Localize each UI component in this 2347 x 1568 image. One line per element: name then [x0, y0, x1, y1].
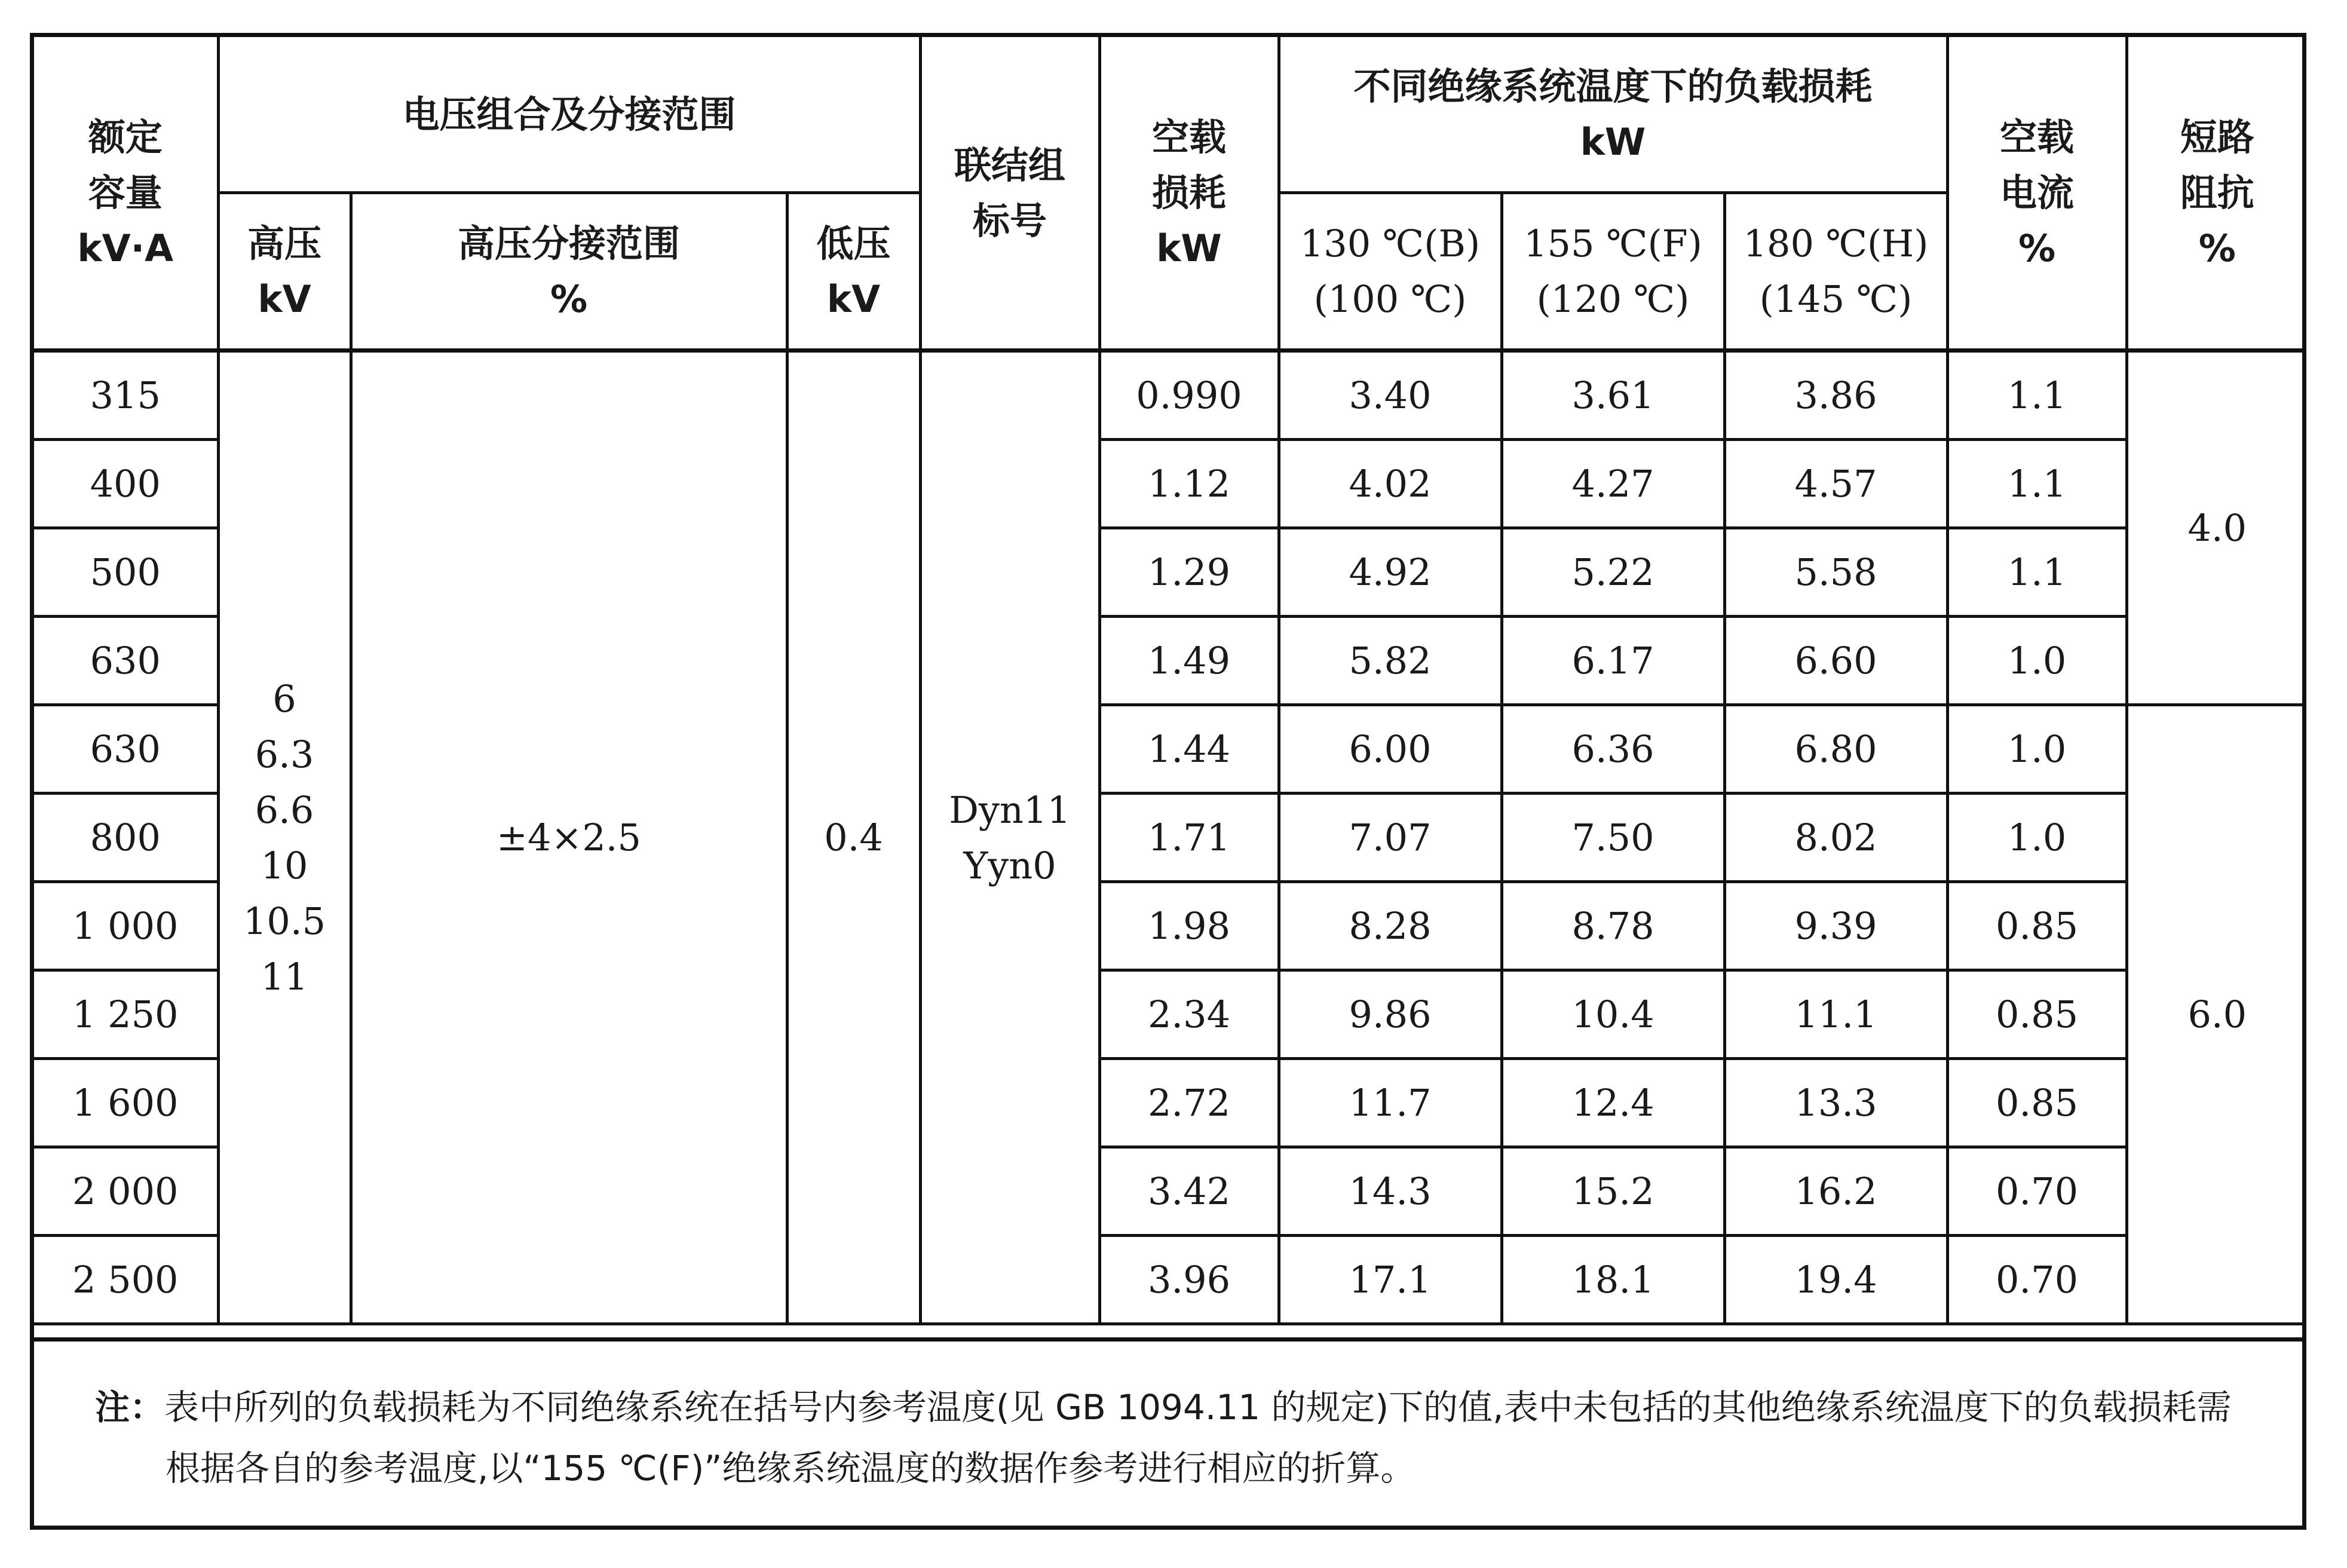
cell-capacity: 630 — [34, 705, 218, 794]
table-row — [34, 351, 2306, 440]
cell-load-loss-b: 7.07 — [1279, 794, 1502, 882]
cell-load-loss-h: 6.60 — [1724, 617, 1947, 705]
cell-load-loss-f: 12.4 — [1502, 1059, 1724, 1147]
cell-load-loss-f: 6.17 — [1502, 617, 1724, 705]
cell-load-loss-f: 6.36 — [1502, 705, 1724, 794]
cell-no-load-current: 0.70 — [1947, 1236, 2127, 1324]
cell-capacity: 1 250 — [34, 970, 218, 1059]
header-hv-tap: 高压分接范围 % — [351, 193, 787, 351]
cell-capacity: 1 600 — [34, 1059, 218, 1147]
transformer-spec-table — [34, 37, 2306, 1325]
cell-impedance-b: 6.0 — [2127, 705, 2306, 1324]
header-row-1 — [34, 37, 2306, 193]
cell-capacity: 500 — [34, 528, 218, 617]
table-note — [34, 1337, 2302, 1526]
note-text: 表中所列的负载损耗为不同绝缘系统在括号内参考温度(见 GB 1094.11 的规定)下的值,表中未包括的其他绝缘系统温度下的负载损耗需根据各自的参考温度,以“155 ℃(F)”绝缘系统温度的数据作参考进行相应的折算。 — [164, 1387, 2232, 1489]
cell-load-loss-h: 6.80 — [1724, 705, 1947, 794]
cell-hv-tap: ±4×2.5 — [351, 351, 787, 1324]
header-no-load-loss: 空载 损耗 kW — [1099, 37, 1279, 351]
cell-no-load-loss: 3.96 — [1099, 1236, 1279, 1324]
cell-load-loss-f: 18.1 — [1502, 1236, 1724, 1324]
cell-impedance-a: 4.0 — [2127, 351, 2306, 705]
header-impedance: 短路 阻抗 % — [2127, 37, 2306, 351]
cell-no-load-loss: 1.12 — [1099, 440, 1279, 528]
cell-load-loss-f: 5.22 — [1502, 528, 1724, 617]
cell-load-loss-b: 11.7 — [1279, 1059, 1502, 1147]
cell-load-loss-f: 10.4 — [1502, 970, 1724, 1059]
cell-capacity: 2 500 — [34, 1236, 218, 1324]
header-temp-h: 180 ℃(H) (145 ℃) — [1724, 193, 1947, 351]
header-lv: 低压 kV — [787, 193, 920, 351]
cell-load-loss-b: 4.02 — [1279, 440, 1502, 528]
cell-no-load-current: 1.0 — [1947, 617, 2127, 705]
header-no-load-current: 空载 电流 % — [1947, 37, 2127, 351]
cell-load-loss-h: 4.57 — [1724, 440, 1947, 528]
cell-lv: 0.4 — [787, 351, 920, 1324]
cell-load-loss-h: 5.58 — [1724, 528, 1947, 617]
cell-load-loss-b: 9.86 — [1279, 970, 1502, 1059]
header-hv: 高压 kV — [218, 193, 351, 351]
cell-no-load-loss: 0.990 — [1099, 351, 1279, 440]
header-temp-b: 130 ℃(B) (100 ℃) — [1279, 193, 1502, 351]
cell-load-loss-f: 4.27 — [1502, 440, 1724, 528]
cell-capacity: 2 000 — [34, 1147, 218, 1236]
header-voltage-group: 电压组合及分接范围 — [218, 37, 920, 193]
cell-load-loss-h: 11.1 — [1724, 970, 1947, 1059]
cell-load-loss-h: 8.02 — [1724, 794, 1947, 882]
cell-no-load-current: 0.85 — [1947, 970, 2127, 1059]
note-label: 注： — [95, 1387, 165, 1428]
spec-table-frame — [30, 33, 2306, 1530]
cell-no-load-loss: 1.98 — [1099, 882, 1279, 970]
cell-load-loss-b: 3.40 — [1279, 351, 1502, 440]
cell-no-load-current: 0.85 — [1947, 1059, 2127, 1147]
cell-no-load-loss: 3.42 — [1099, 1147, 1279, 1236]
cell-no-load-loss: 2.72 — [1099, 1059, 1279, 1147]
cell-no-load-current: 1.1 — [1947, 351, 2127, 440]
cell-load-loss-b: 17.1 — [1279, 1236, 1502, 1324]
cell-load-loss-f: 8.78 — [1502, 882, 1724, 970]
cell-load-loss-h: 16.2 — [1724, 1147, 1947, 1236]
cell-no-load-loss: 1.44 — [1099, 705, 1279, 794]
cell-load-loss-f: 15.2 — [1502, 1147, 1724, 1236]
cell-no-load-current: 1.1 — [1947, 440, 2127, 528]
cell-load-loss-h: 9.39 — [1724, 882, 1947, 970]
cell-no-load-loss: 1.29 — [1099, 528, 1279, 617]
cell-load-loss-f: 3.61 — [1502, 351, 1724, 440]
cell-capacity: 315 — [34, 351, 218, 440]
header-temp-f: 155 ℃(F) (120 ℃) — [1502, 193, 1724, 351]
cell-no-load-current: 1.1 — [1947, 528, 2127, 617]
cell-no-load-current: 0.70 — [1947, 1147, 2127, 1236]
cell-capacity: 630 — [34, 617, 218, 705]
cell-load-loss-b: 4.92 — [1279, 528, 1502, 617]
header-load-loss: 不同绝缘系统温度下的负载损耗 kW — [1279, 37, 1947, 193]
header-rated-capacity: 额定 容量 kV·A — [34, 37, 218, 351]
cell-load-loss-b: 14.3 — [1279, 1147, 1502, 1236]
cell-no-load-loss: 2.34 — [1099, 970, 1279, 1059]
cell-load-loss-b: 8.28 — [1279, 882, 1502, 970]
cell-vector-group: Dyn11 Yyn0 — [920, 351, 1099, 1324]
cell-load-loss-f: 7.50 — [1502, 794, 1724, 882]
cell-capacity: 400 — [34, 440, 218, 528]
cell-load-loss-h: 19.4 — [1724, 1236, 1947, 1324]
cell-no-load-current: 1.0 — [1947, 705, 2127, 794]
cell-capacity: 1 000 — [34, 882, 218, 970]
cell-capacity: 800 — [34, 794, 218, 882]
cell-hv-values: 6 6.3 6.6 10 10.5 11 — [218, 351, 351, 1324]
cell-load-loss-h: 3.86 — [1724, 351, 1947, 440]
cell-load-loss-h: 13.3 — [1724, 1059, 1947, 1147]
cell-load-loss-b: 5.82 — [1279, 617, 1502, 705]
cell-no-load-current: 1.0 — [1947, 794, 2127, 882]
cell-no-load-current: 0.85 — [1947, 882, 2127, 970]
cell-no-load-loss: 1.71 — [1099, 794, 1279, 882]
cell-no-load-loss: 1.49 — [1099, 617, 1279, 705]
cell-load-loss-b: 6.00 — [1279, 705, 1502, 794]
header-vector-group: 联结组 标号 — [920, 37, 1099, 351]
